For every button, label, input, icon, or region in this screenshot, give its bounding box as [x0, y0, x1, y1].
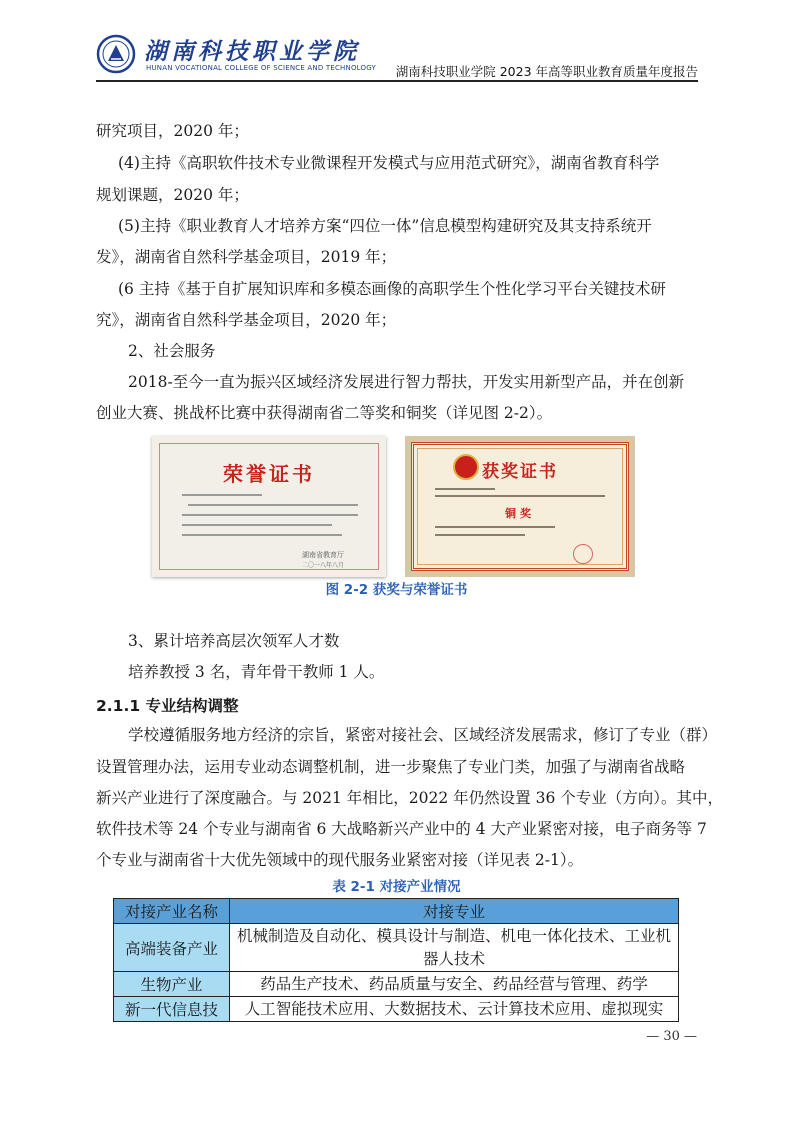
majors-cell: 人工智能技术应用、大数据技术、云计算技术应用、虚拟现实 — [230, 997, 679, 1022]
report-title: 湖南科技职业学院 2023 年高等职业教育质量年度报告 — [395, 64, 698, 79]
certificate-title: 荣誉证书 — [223, 462, 315, 486]
certificate-issuer: 湖南省教育厅 — [302, 551, 344, 559]
logo-chinese-name: 湖南科技职业学院 — [144, 38, 360, 65]
certificate-text-line — [435, 488, 495, 490]
paragraph-line: 发》，湖南省自然科学基金项目，2019 年； — [96, 248, 397, 266]
paragraph-line: 设置管理办法，运用专业动态调整机制，进一步聚焦了专业门类，加强了与湖南省战略 — [96, 758, 686, 776]
section-heading: 2.1.1 专业结构调整 — [96, 697, 239, 715]
paragraph-line: 2018-至今一直为振兴区域经济发展进行智力帮扶，开发实用新型产品，并在创新 — [128, 373, 685, 391]
industry-name-cell: 新一代信息技 — [114, 997, 230, 1022]
subsection-label: 3、累计培养高层次领军人才数 — [128, 632, 340, 650]
column-header: 对接产业名称 — [114, 899, 230, 924]
stamp-icon — [573, 544, 593, 564]
certificate-text-line — [182, 494, 262, 496]
certificate-text-line — [435, 495, 605, 497]
college-seal-icon — [96, 34, 136, 74]
honor-certificate-image — [152, 436, 386, 577]
logo-english-name: HUNAN VOCATIONAL COLLEGE OF SCIENCE AND TECHNOLOGY — [146, 64, 376, 72]
table-row — [114, 972, 679, 997]
subsection-label: 2、社会服务 — [128, 342, 216, 360]
majors-cell: 药品生产技术、药品质量与安全、药品经营与管理、药学 — [230, 972, 679, 997]
page-number: — 30 — — [646, 1029, 697, 1044]
certificate-text-line — [188, 504, 358, 506]
paragraph-line: 培养教授 3 名，青年骨干教师 1 人。 — [128, 663, 385, 681]
industry-name-cell: 高端装备产业 — [114, 924, 230, 972]
certificate-date: 二〇一八年八月 — [302, 562, 345, 569]
paragraph-line: 学校遵循服务地方经济的宗旨，紧密对接社会、区域经济发展需求，修订了专业（群） — [128, 726, 718, 744]
college-logo — [96, 30, 396, 78]
certificate-text-line — [435, 534, 525, 536]
industry-table — [113, 898, 679, 1022]
certificate-text-line — [182, 534, 342, 536]
paragraph-line: 究》，湖南省自然科学基金项目，2020 年； — [96, 311, 397, 329]
figure-caption: 图 2-2 获奖与荣誉证书 — [325, 582, 468, 598]
paragraph-line: (6 主持《基于自扩展知识库和多模态画像的高职学生个性化学习平台关键技术研 — [118, 280, 666, 298]
certificate-text-line — [435, 526, 555, 528]
column-header: 对接专业 — [230, 899, 679, 924]
award-certificate-image — [405, 436, 635, 577]
table-header-row — [114, 899, 679, 924]
paragraph-line: 新兴产业进行了深度融合。与 2021 年相比，2022 年仍然设置 36 个专业（方向）。其中， — [96, 789, 724, 807]
paragraph-line: (4)主持《高职软件技术专业微课程开发模式与应用范式研究》，湖南省教育科学 — [118, 154, 660, 172]
certificate-text-line — [182, 514, 358, 516]
paragraph-line: 研究项目，2020 年； — [96, 122, 249, 140]
majors-cell: 机械制造及自动化、模具设计与制造、机电一体化技术、工业机器人技术 — [230, 924, 679, 972]
industry-name-cell: 生物产业 — [114, 972, 230, 997]
award-level: 铜奖 — [505, 507, 535, 520]
table-row — [114, 997, 679, 1022]
certificate-title: 获奖证书 — [482, 462, 558, 482]
paragraph-line: 规划课题，2020 年； — [96, 186, 249, 204]
certificate-text-line — [182, 524, 332, 526]
header-divider — [96, 80, 698, 82]
table-row — [114, 924, 679, 972]
paragraph-line: 创业大赛、挑战杯比赛中获得湖南省二等奖和铜奖（详见图 2-2）。 — [96, 404, 553, 422]
paragraph-line: 软件技术等 24 个专业与湖南省 6 大战略新兴产业中的 4 大产业紧密对接，电子商务等 7 — [96, 820, 707, 838]
page-header — [96, 30, 698, 80]
paragraph-line: 个专业与湖南省十大优先领域中的现代服务业紧密对接（详见表 2-1）。 — [96, 851, 584, 869]
paragraph-line: (5)主持《职业教育人才培养方案“四位一体”信息模型构建研究及其支持系统开 — [118, 217, 652, 235]
table-caption: 表 2-1 对接产业情况 — [332, 879, 461, 895]
